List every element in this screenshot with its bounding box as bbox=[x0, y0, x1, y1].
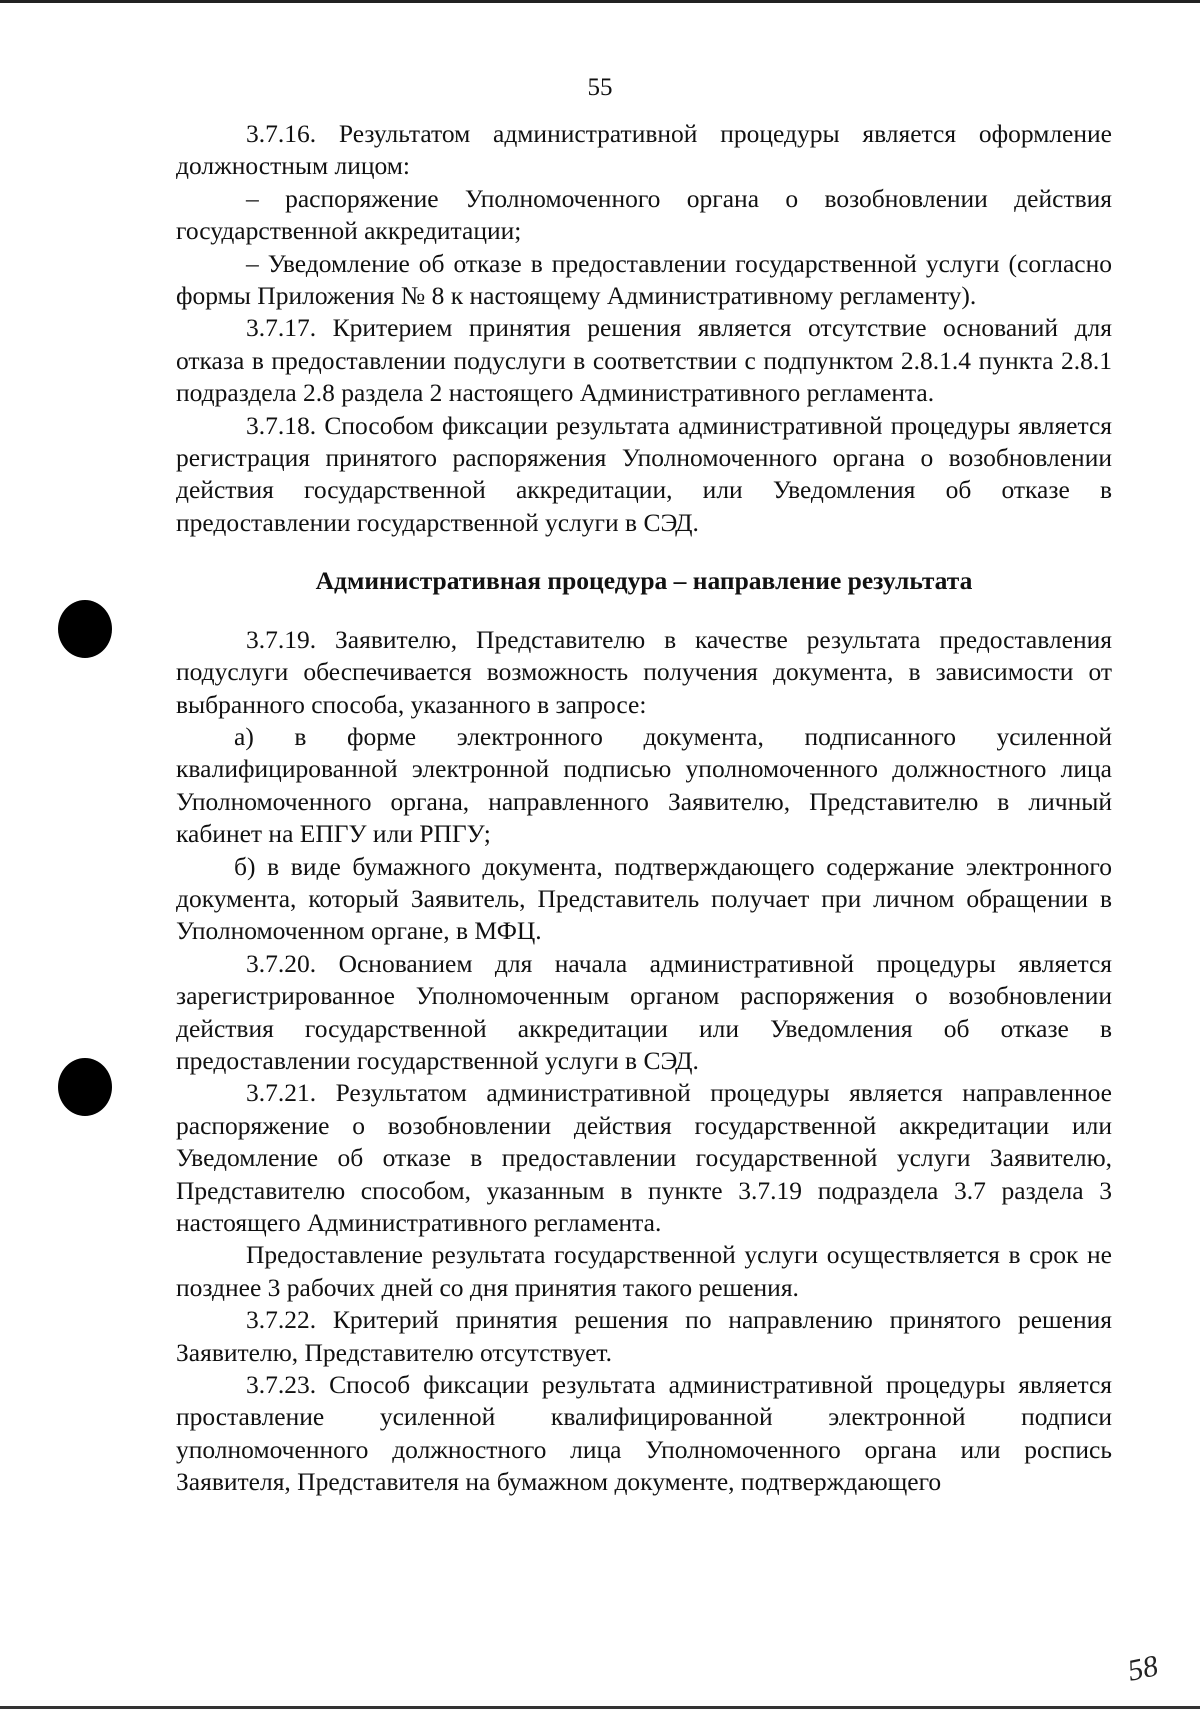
paragraph-3-7-17: 3.7.17. Критерием принятия решения является отсутствие оснований для отказа в предоставлении подуслуги в соответствии с подпунктом 2.8.1.4 пункта 2.8.1 подраздела 2.8 раздела 2 настоящего Административного регламента. bbox=[176, 313, 1112, 408]
list-item-a: а) в форме электронного документа, подписанного усиленной квалифицированной электронной подписью уполномоченного должностного лица Уполномоченного органа, направленного Заявителю, Представителю в личный кабинет на ЕПГУ или РПГУ; bbox=[176, 721, 1112, 849]
paragraph-result-deadline: Предоставление результата государственной услуги осуществляется в срок не позднее 3 рабочих дней со дня принятия такого решения. bbox=[176, 1240, 1112, 1302]
punch-hole bbox=[58, 600, 112, 658]
paragraph-3-7-16: 3.7.16. Результатом административной процедуры является оформление должностным лицом: bbox=[176, 119, 1112, 181]
list-item-b: б) в виде бумажного документа, подтверждающего содержание электронного документа, который Заявитель, Представитель получает при личном обращении в Уполномоченном органе, в МФЦ. bbox=[176, 851, 1112, 946]
paragraph-3-7-20: 3.7.20. Основанием для начала административной процедуры является зарегистрированное Уполномоченным органом распоряжения о возобновлении действия государственной аккредитации или Уведомления об отказе в предоставлении государственной услуги в СЭД. bbox=[176, 948, 1112, 1075]
paragraph-3-7-18: 3.7.18. Способом фиксации результата административной процедуры является регистрация принятого распоряжения Уполномоченного органа о возобновлении действия государственной аккредитации, или Уведомления об отказе в предоставлении государственной услуги в СЭД. bbox=[176, 410, 1112, 537]
paragraph-3-7-19: 3.7.19. Заявителю, Представителю в качестве результата предоставления подуслуги обеспечивается возможность получения документа, в зависимости от выбранного способа, указанного в запросе: bbox=[176, 624, 1112, 719]
section-heading: Административная процедура – направление результата bbox=[315, 566, 973, 596]
punch-hole bbox=[58, 1058, 112, 1116]
list-item-notice: – Уведомление об отказе в предоставлении государственной услуги (согласно формы Приложения № 8 к настоящему Административному регламенту). bbox=[176, 248, 1112, 311]
paragraph-3-7-22: 3.7.22. Критерий принятия решения по направлению принятого решения Заявителю, Представителю отсутствует. bbox=[176, 1305, 1112, 1367]
handwritten-page-mark: 58 bbox=[1124, 1649, 1161, 1688]
page-number: 55 bbox=[587, 74, 613, 101]
scan-bottom-edge bbox=[0, 1706, 1200, 1709]
paragraph-3-7-23: 3.7.23. Способ фиксации результата административной процедуры является проставление усиленной квалифицированной электронной подписи уполномоченного должностного лица Уполномоченного органа или роспись Заявителя, Представителя на бумажном документе, подтверждающего bbox=[176, 1370, 1112, 1497]
list-item-order: – распоряжение Уполномоченного органа о возобновлении действия государственной аккредитации; bbox=[176, 183, 1112, 246]
document-body bbox=[176, 118, 1112, 1499]
paragraph-3-7-21: 3.7.21. Результатом административной процедуры является направленное распоряжение о возобновлении действия государственной аккредитации или Уведомление об отказе в предоставлении государственной услуги Заявителю, Представителю способом, указанным в пункте 3.7.19 подраздела 3.7 раздела 3 настоящего Административного регламента. bbox=[176, 1078, 1112, 1237]
scan-top-edge bbox=[0, 0, 1200, 3]
